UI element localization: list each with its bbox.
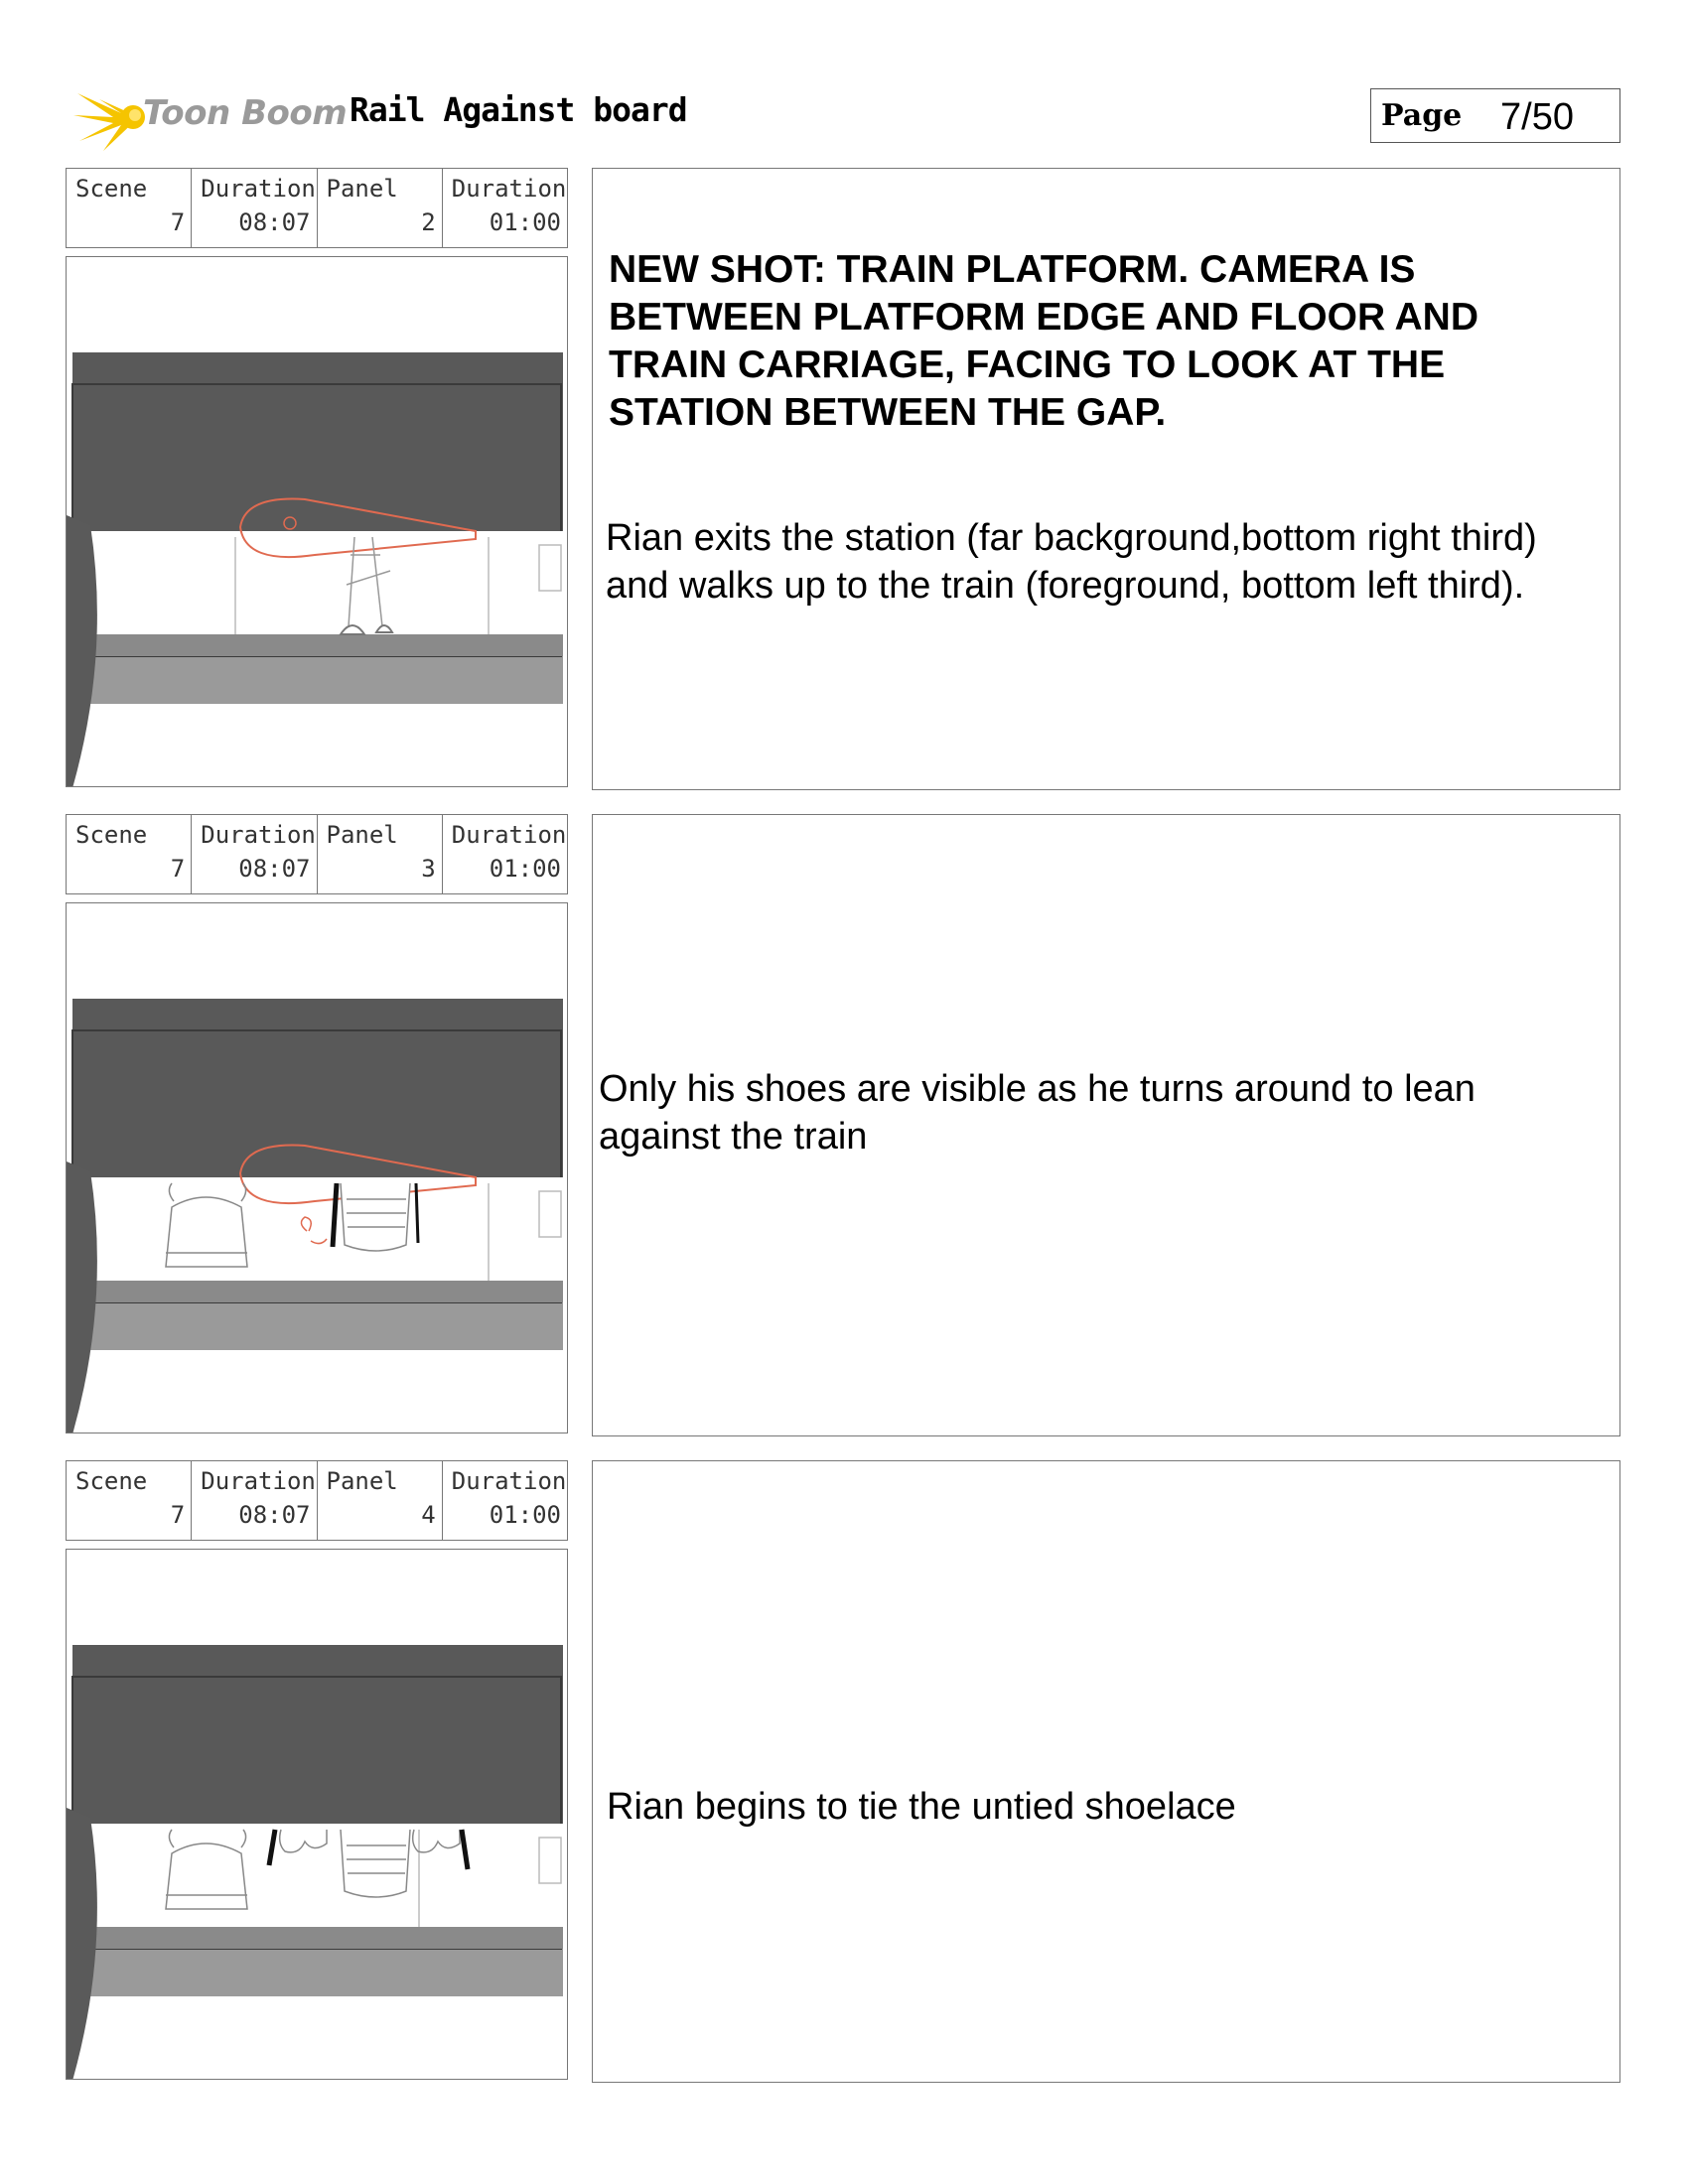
document-title: Rail Against board	[350, 90, 687, 129]
panel-duration-cell	[443, 815, 567, 893]
scene-duration-cell	[192, 815, 317, 893]
panel-label: Panel	[326, 1467, 398, 1495]
action-description: Only his shoes are visible as he turns around to lean against the train	[599, 1068, 1476, 1158]
page-number: 7/50	[1500, 96, 1574, 138]
storyboard-frame	[66, 256, 568, 787]
page-header	[0, 0, 1688, 159]
scene-label: Scene	[75, 821, 148, 849]
scene-cell	[67, 815, 192, 893]
shot-heading: NEW SHOT: TRAIN PLATFORM. CAMERA IS BETWEEN PLATFORM EDGE AND FLOOR AND TRAIN CARRIAGE, FACING TO LOOK AT THE STATION BETWEEN THE GAP.	[609, 248, 1479, 434]
panel-duration-value: 01:00	[489, 208, 561, 236]
storyboard-sketch	[67, 1550, 568, 2080]
scene-duration-label: Duration	[201, 175, 316, 203]
scene-value: 7	[170, 855, 186, 883]
scene-duration-value: 08:07	[238, 1501, 311, 1529]
panel-label: Panel	[326, 175, 398, 203]
scene-label: Scene	[75, 1467, 148, 1495]
panel-notes	[592, 1460, 1620, 2083]
scene-cell	[67, 1461, 192, 1540]
panel-notes	[592, 814, 1620, 1436]
panel-cell	[318, 1461, 443, 1540]
panel-label: Panel	[326, 821, 398, 849]
panel-notes	[592, 168, 1620, 790]
panel-info-table	[66, 168, 568, 248]
panel-duration-cell	[443, 1461, 567, 1540]
panel-duration-value: 01:00	[489, 1501, 561, 1529]
storyboard-sketch	[67, 257, 568, 787]
panel-duration-cell	[443, 169, 567, 247]
panel-cell	[318, 169, 443, 247]
action-description: Rian exits the station (far background,bottom right third) and walks up to the train (foreground, bottom left third).	[606, 517, 1537, 607]
logo-text: Toon Boom	[143, 93, 348, 133]
scene-duration-cell	[192, 169, 317, 247]
page-indicator	[1370, 88, 1620, 143]
toon-boom-logo	[70, 79, 348, 159]
panel-info-table	[66, 1460, 568, 1541]
scene-duration-label: Duration	[201, 821, 316, 849]
panel-duration-label: Duration	[451, 175, 567, 203]
panel-value: 3	[421, 855, 436, 883]
panel-info-table	[66, 814, 568, 894]
panel-duration-label: Duration	[451, 1467, 567, 1495]
scene-cell	[67, 169, 192, 247]
panel-value: 2	[421, 208, 436, 236]
storyboard-sketch	[67, 903, 568, 1433]
page-label: Page	[1381, 98, 1463, 133]
panel-value: 4	[421, 1501, 436, 1529]
scene-label: Scene	[75, 175, 148, 203]
storyboard-frame	[66, 1549, 568, 2080]
panel-duration-label: Duration	[451, 821, 567, 849]
starburst-icon	[70, 79, 149, 159]
panel-cell	[318, 815, 443, 893]
panel-duration-value: 01:00	[489, 855, 561, 883]
storyboard-frame	[66, 902, 568, 1433]
scene-duration-cell	[192, 1461, 317, 1540]
scene-value: 7	[170, 208, 186, 236]
scene-duration-value: 08:07	[238, 855, 311, 883]
scene-duration-value: 08:07	[238, 208, 311, 236]
scene-duration-label: Duration	[201, 1467, 316, 1495]
scene-value: 7	[170, 1501, 186, 1529]
action-description: Rian begins to tie the untied shoelace	[607, 1786, 1236, 1828]
